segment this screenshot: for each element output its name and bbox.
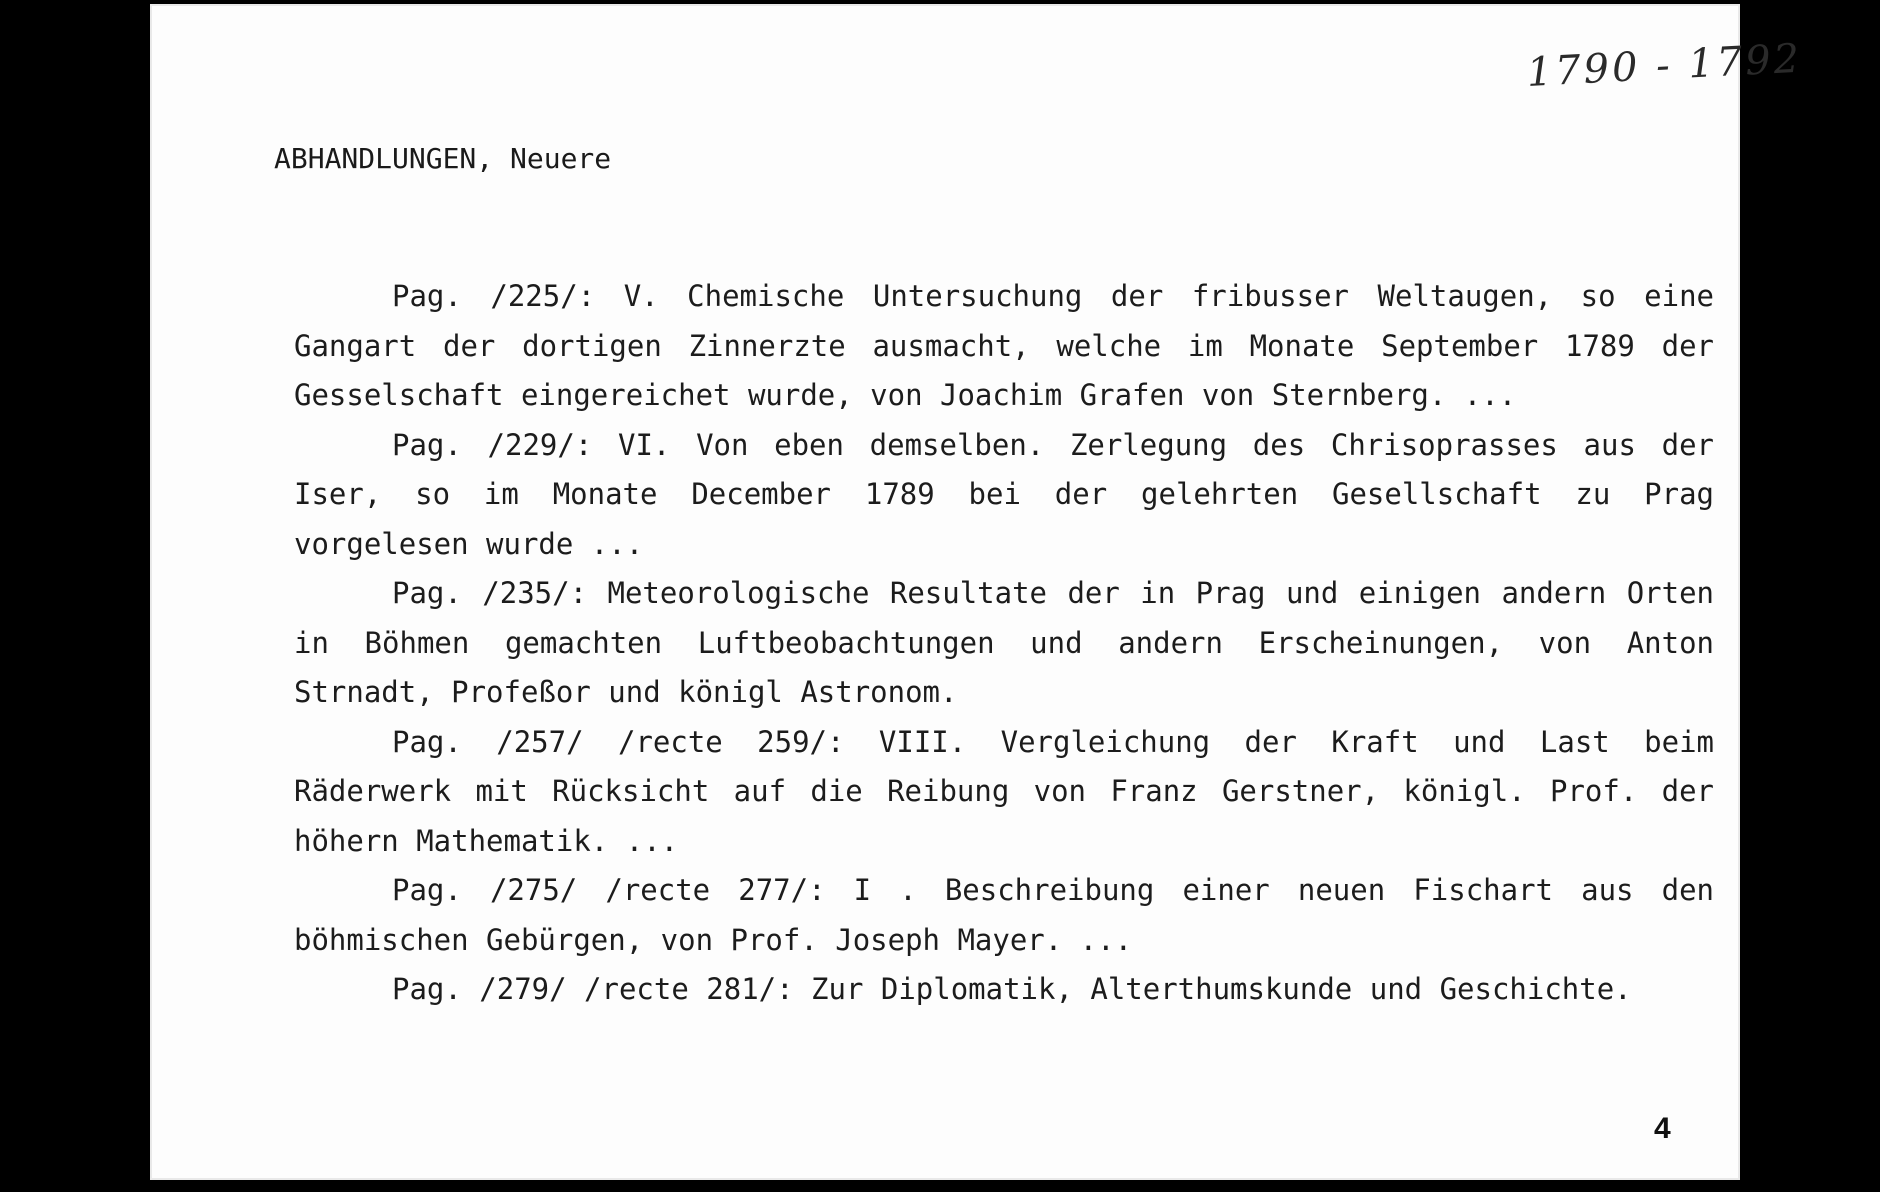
card-heading: ABHANDLUNGEN, Neuere bbox=[274, 142, 612, 175]
entry-pag-229: Pag. /229/: VI. Von eben demselben. Zerlegung des Chrisoprasses aus der Iser, so im Monate December 1789 bei der gelehrten Gesellschaft zu Prag vorgelesen wurde ... bbox=[294, 427, 1714, 561]
handwritten-date-range: 1790 - 1792 bbox=[1525, 35, 1804, 96]
entry-pag-257: Pag. /257/ /recte 259/: VIII. Vergleichung der Kraft und Last beim Räderwerk mit Rücksicht auf die Reibung von Franz Gerstner, königl. Prof. der höhern Mathematik. ... bbox=[294, 724, 1714, 858]
page-number: 4 bbox=[1654, 1112, 1671, 1145]
entry-pag-279: Pag. /279/ /recte 281/: Zur Diplomatik, Alterthumskunde und Geschichte. bbox=[392, 972, 1632, 1006]
entry-pag-235: Pag. /235/: Meteorologische Resultate der in Prag und einigen andern Orten in Böhmen gemachten Luftbeobachtungen und andern Erscheinungen, von Anton Strnadt, Profeßor und königl Astronom. bbox=[294, 576, 1714, 709]
entry-pag-275: Pag. /275/ /recte 277/: I . Beschreibung einer neuen Fischart aus den böhmischen Gebürgen, von Prof. Joseph Mayer. ... bbox=[294, 873, 1714, 957]
entry-list bbox=[294, 272, 1714, 1015]
catalog-card bbox=[150, 4, 1804, 1180]
entry-pag-225: Pag. /225/: V. Chemische Untersuchung der fribusser Weltaugen, so eine Gangart der dortigen Zinnerzte ausmacht, welche im Monate September 1789 der Gesselschaft eingereichet wurde, von Joachim Grafen von Sternberg. ... bbox=[294, 279, 1714, 412]
